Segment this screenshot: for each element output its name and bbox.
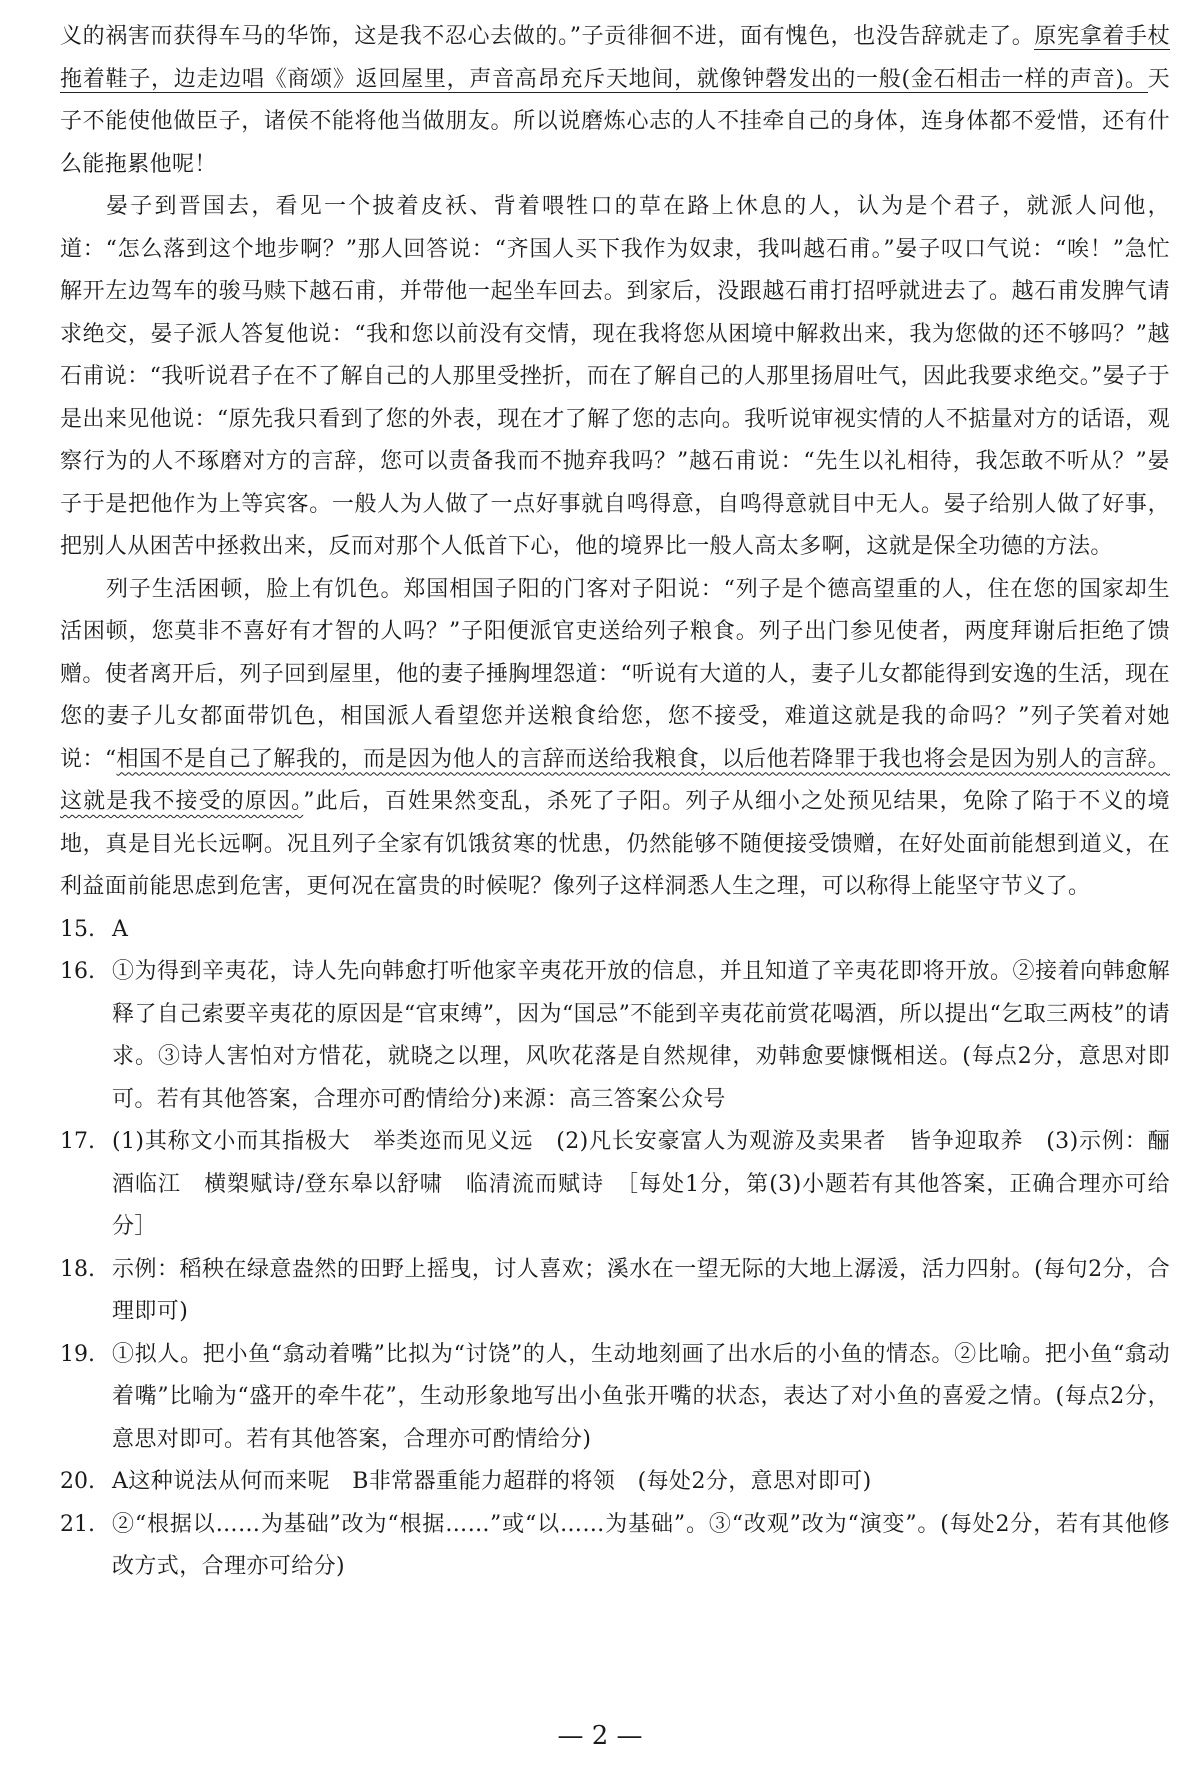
answer-text: (1)其称文小而其指极大 举类迩而见义远 (2)凡长安豪富人为观游及卖果者 皆争迎取养 (3)示例：酾酒临江 横槊赋诗/登东皋以舒啸 临清流而赋诗 ［每处1分，第(3)小题若有其他答案，正确合理亦可给分］ bbox=[112, 1129, 1170, 1239]
answer-19 bbox=[60, 1334, 1170, 1462]
passage-3-wavy-underlined-sentence: 相国不是自己了解我的，而是因为他人的言辞而送给我粮食，以后他若降罪于我也将会是因为别人的言辞。这就是我不接受的原因。 bbox=[60, 746, 1170, 814]
passage-3-text-after: ”此后，百姓果然变乱，杀死了子阳。列子从细小之处预见结果，免除了陷于不义的境地，真是目光长远啊。况且列子全家有饥饿贫寒的忧患，仍然能够不随便接受馈赠，在好处面前能想到道义，在利益面前能思虑到危害，更何况在富贵的时候呢？像列子这样洞悉人生之理，可以称得上能坚守节义了。 bbox=[60, 789, 1171, 899]
document-page bbox=[60, 16, 1170, 1589]
passage-3-text: 列子生活困顿，脸上有饥色。郑国相国子阳的门客对子阳说：“列子是个德高望重的人，住在您的国家却生活困顿，您莫非不喜好有才智的人吗？”子阳便派官吏送给列子粮食。列子出门参见使者，两度拜谢后拒绝了馈赠。使者离开后，列子回到屋里，他的妻子捶胸埋怨道：“听说有大道的人，妻子儿女都能得到安逸的生活，现在您的妻子儿女都面带饥色，相国派人看望您并送粮食给您，您不接受，难道这就是我的命吗？”列子笑着对她说：“ bbox=[60, 576, 1170, 772]
passage-1-underlined-sentence: 原宪拿着手杖拖着鞋子，边走边唱《商颂》返回屋里，声音高昂充斥天地间，就像钟磬发出的一般(金石相击一样的声音)。 bbox=[60, 24, 1170, 92]
page-number: — 2 — bbox=[557, 1721, 643, 1751]
answer-text: ①拟人。把小鱼“翕动着嘴”比拟为“讨饶”的人，生动地刻画了出水后的小鱼的情态。②比喻。把小鱼“翕动着嘴”比喻为“盛开的牵牛花”，生动形象地写出小鱼张开嘴的状态，表达了对小鱼的喜爱之情。(每点2分，意思对即可。若有其他答案，合理亦可酌情给分) bbox=[112, 1341, 1170, 1452]
passage-1-text-after: 天子不能使他做臣子，诸侯不能将他当做朋友。所以说磨炼心志的人不挂牵自己的身体，连身体都不爱惜，还有什么能拖累他呢！ bbox=[60, 66, 1170, 177]
answer-20 bbox=[60, 1461, 1170, 1504]
answer-number: 15. bbox=[60, 916, 95, 942]
answer-15 bbox=[60, 909, 1170, 952]
passage-1-text: 义的祸害而获得车马的华饰，这是我不忍心去做的。”子贡徘徊不进，面有愧色，也没告辞就走了。 bbox=[60, 24, 1035, 49]
passage-paragraph-1 bbox=[60, 16, 1170, 186]
passage-paragraph-3 bbox=[60, 569, 1170, 909]
answer-16 bbox=[60, 951, 1170, 1121]
answer-number: 18. bbox=[60, 1256, 95, 1282]
answer-number: 16. bbox=[60, 959, 95, 984]
answer-17 bbox=[60, 1121, 1170, 1249]
answer-number: 17. bbox=[60, 1129, 95, 1154]
answer-text: ①为得到辛夷花，诗人先向韩愈打听他家辛夷花开放的信息，并且知道了辛夷花即将开放。②接着向韩愈解释了自己索要辛夷花的原因是“官束缚”，因为“国忌”不能到辛夷花前赏花喝酒，所以提出“乞取三两枝”的请求。③诗人害怕对方惜花，就晓之以理，风吹花落是自然规律，劝韩愈要慷慨相送。(每点2分，意思对即可。若有其他答案，合理亦可酌情给分)来源：高三答案公众号 bbox=[112, 959, 1170, 1112]
answer-text: 示例：稻秧在绿意盎然的田野上摇曳，讨人喜欢；溪水在一望无际的大地上潺湲，活力四射。(每句2分，合理即可) bbox=[112, 1256, 1170, 1324]
answer-number: 21. bbox=[60, 1511, 95, 1537]
answer-text: ②“根据以……为基础”改为“根据……”或“以……为基础”。③“改观”改为“演变”。(每处2分，若有其他修改方式，合理亦可给分) bbox=[112, 1511, 1170, 1579]
answer-text: A这种说法从何而来呢 B非常器重能力超群的将领 (每处2分，意思对即可) bbox=[112, 1469, 872, 1494]
answer-18 bbox=[60, 1249, 1170, 1334]
answer-number: 19. bbox=[60, 1341, 95, 1367]
passage-paragraph-2: 晏子到晋国去，看见一个披着皮袄、背着喂牲口的草在路上休息的人，认为是个君子，就派人问他，道：“怎么落到这个地步啊？”那人回答说：“齐国人买下我作为奴隶，我叫越石甫。”晏子叹口气说：“唉！”急忙解开左边驾车的骏马赎下越石甫，并带他一起坐车回去。到家后，没跟越石甫打招呼就进去了。越石甫发脾气请求绝交，晏子派人答复他说：“我和您以前没有交情，现在我将您从困境中解救出来，我为您做的还不够吗？”越石甫说：“我听说君子在不了解自己的人那里受挫折，而在了解自己的人那里扬眉吐气，因此我要求绝交。”晏子于是出来见他说：“原先我只看到了您的外表，现在才了解了您的志向。我听说审视实情的人不掂量对方的话语，观察行为的人不琢磨对方的言辞，您可以责备我而不抛弃我吗？”越石甫说：“先生以礼相待，我怎敢不听从？”晏子于是把他作为上等宾客。一般人为人做了一点好事就自鸣得意，自鸣得意就目中无人。晏子给别人做了好事，把别人从困苦中拯救出来，反而对那个人低首下心，他的境界比一般人高太多啊，这就是保全功德的方法。 bbox=[60, 194, 1170, 559]
answer-number: 20. bbox=[60, 1469, 95, 1494]
answer-21 bbox=[60, 1504, 1170, 1589]
answer-text: A bbox=[112, 916, 129, 942]
